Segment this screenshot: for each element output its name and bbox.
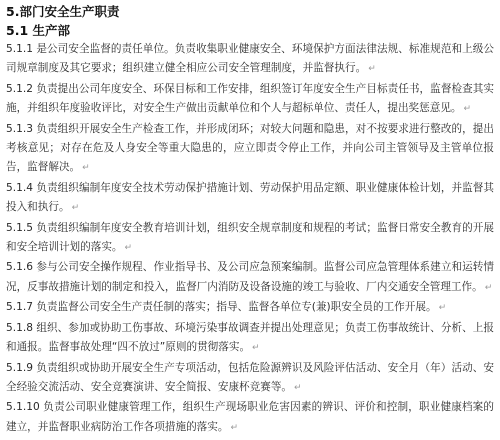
paragraph bbox=[6, 258, 494, 298]
paragraph bbox=[6, 319, 494, 359]
paragraph-text: 5.1.6 参与公司安全操作规程、作业指导书、及公司应急预案编制。监督公司应急管理体系建立和运转情况，反事故措施计划的制定和投入，监督厂内消防及设备设施的竣工与验收、厂内交通安全管理工作。 bbox=[6, 261, 494, 293]
document-title: 5.部门安全生产职责 bbox=[6, 4, 120, 19]
paragraph-mark-icon: ↵ bbox=[438, 303, 447, 314]
paragraph bbox=[6, 359, 494, 399]
paragraph-text: 5.1.1 是公司安全监督的责任单位。负责收集职业健康安全、环境保护方面法律法规、标准规范和上级公司规章制度及其它要求；组织建立健全相应公司安全管理制度，并监督执行。 bbox=[6, 43, 494, 75]
paragraph-text: 5.1.10 负责公司职业健康管理工作，组织生产现场职业危害因素的辨识、评价和控制，职业健康档案的建立，并监督职业病防治工作各项措施的落实。 bbox=[6, 401, 494, 433]
paragraph bbox=[6, 219, 494, 259]
paragraph-mark-icon: ↵ bbox=[484, 282, 493, 293]
paragraph-mark-icon: ↵ bbox=[252, 343, 260, 354]
paragraph-mark-icon: ↵ bbox=[368, 64, 376, 75]
paragraph-text: 5.1.3 负责组织开展安全生产检查工作，并形成闭环；对较大问题和隐患，对不按要求进行整改的，提出考核意见；对存在危及人身安全等重大隐患的，应立即责令停止工作，并向公司主管领导及主管单位报告，监督解决。 bbox=[6, 122, 494, 174]
paragraph-mark-icon: ↵ bbox=[463, 104, 472, 115]
paragraph-text: 5.1.9 负责组织或协助开展安全生产专项活动，包括危险源辨识及风险评估活动、安全月（年）活动、安全经验交流活动、安全竞赛演讲、安全简报、安康杯竞赛等。 bbox=[6, 361, 494, 393]
paragraph-mark-icon: ↵ bbox=[71, 203, 80, 214]
paragraph-text: 5.1.5 负责组织编制年度安全教育培训计划，组织安全规章制度和规程的考试；监督日常安全教育的开展和安全培训计划的落实。 bbox=[6, 221, 494, 254]
paragraph-text: 5.1.4 负责组织编制年度安全技术劳动保护措施计划、劳动保护用品定额、职业健康体检计划，并监督其投入和执行。 bbox=[6, 181, 494, 214]
section-title: 5.1 生产部 bbox=[6, 23, 70, 38]
paragraph-text: 5.1.8 组织、参加或协助工伤事故、环境污染事故调查并提出处理意见；负责工伤事故统计、分析、上报和通报。监督事故处理“四不放过”原则的贯彻落实。 bbox=[6, 321, 494, 354]
paragraph-mark-icon: ↵ bbox=[230, 422, 239, 433]
paragraph bbox=[6, 40, 494, 80]
paragraph bbox=[6, 120, 494, 179]
paragraph bbox=[6, 179, 494, 219]
paragraph bbox=[6, 298, 494, 318]
paragraph bbox=[6, 80, 494, 120]
paragraph-mark-icon: ↵ bbox=[294, 382, 302, 393]
paragraph-mark-icon: ↵ bbox=[124, 243, 133, 254]
paragraph-text: 5.1.7 负责监督公司安全生产责任制的落实；指导、监督各单位专(兼)职安全员的工作开展。 bbox=[6, 301, 437, 314]
paragraph-text: 5.1.2 负责提出公司年度安全、环保目标和工作安排，组织签订年度安全生产目标责任书，监督检查其实施，并组织年度验收评比，对安全生产做出贡献单位和个人与超标单位、责任人，提出奖惩意见。 bbox=[6, 82, 494, 115]
paragraph bbox=[6, 398, 494, 438]
paragraph-mark-icon: ↵ bbox=[82, 163, 90, 174]
